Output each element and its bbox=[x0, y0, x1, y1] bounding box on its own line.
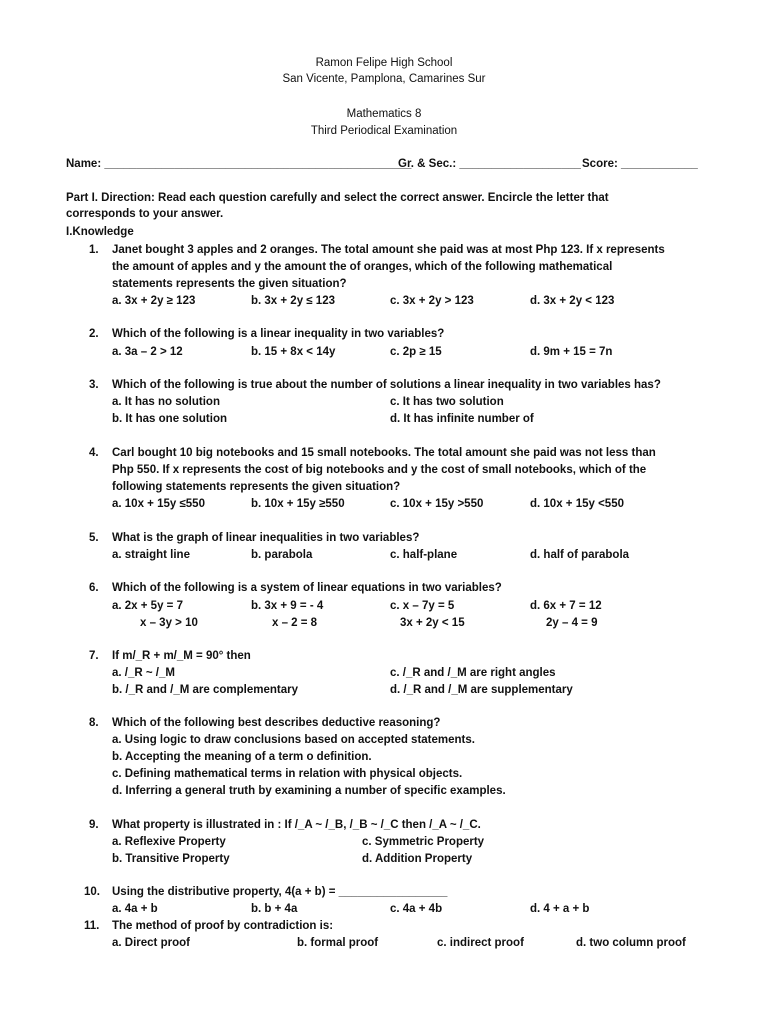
option-d: d. 4 + a + b bbox=[530, 903, 590, 915]
school-name: Ramon Felipe High School bbox=[315, 57, 453, 69]
question-text: Using the distributive property, 4(a + b) = _________________ bbox=[112, 886, 448, 898]
question-text: Carl bought 10 big notebooks and 15 small notebooks. The total amount she paid was not less than bbox=[112, 447, 656, 459]
directions-line-2: corresponds to your answer. bbox=[66, 208, 224, 220]
question-text: Which of the following is true about the number of solutions a linear inequality in two variables has? bbox=[112, 379, 661, 391]
question-number: 9. bbox=[89, 819, 99, 831]
question-text: The method of proof by contradiction is: bbox=[112, 920, 334, 932]
option-d: d. 10x + 15y <550 bbox=[530, 498, 624, 510]
subject-title: Mathematics 8 bbox=[346, 108, 422, 120]
option-b: b. It has one solution bbox=[112, 413, 227, 425]
exam-title: Third Periodical Examination bbox=[310, 125, 458, 137]
option-c: c. It has two solution bbox=[390, 396, 504, 408]
option-b: b. /_R and /_M are complementary bbox=[112, 684, 298, 696]
option-b-line-2: x – 2 = 8 bbox=[272, 617, 318, 629]
option-d: d. 9m + 15 = 7n bbox=[530, 346, 613, 358]
option-b: b. 3x + 9 = - 4 bbox=[251, 600, 324, 612]
option-b: b. Transitive Property bbox=[112, 853, 230, 865]
option-a: a. 10x + 15y ≤550 bbox=[112, 498, 205, 510]
option-d: d. 6x + 7 = 12 bbox=[530, 600, 602, 612]
question-number: 4. bbox=[89, 447, 99, 459]
option-a: a. straight line bbox=[112, 549, 190, 561]
option-a: a. It has no solution bbox=[112, 396, 220, 408]
option-a: a. 4a + b bbox=[112, 903, 158, 915]
option-d: d. Inferring a general truth by examining a number of specific examples. bbox=[112, 785, 506, 797]
option-b: b. 15 + 8x < 14y bbox=[251, 346, 336, 358]
option-c: c. 4a + 4b bbox=[390, 903, 443, 915]
option-c: c. Symmetric Property bbox=[362, 836, 485, 848]
option-a: a. 3x + 2y ≥ 123 bbox=[112, 295, 196, 307]
question-text: statements represents the given situation? bbox=[112, 278, 347, 290]
question-text: Janet bought 3 apples and 2 oranges. The total amount she paid was at most Php 123. If x represents bbox=[112, 244, 665, 256]
question-number: 11. bbox=[84, 920, 100, 932]
option-d: d. It has infinite number of bbox=[390, 413, 534, 425]
grade-section-field: Gr. & Sec.: ___________________ bbox=[398, 158, 581, 170]
option-b: b. Accepting the meaning of a term o definition. bbox=[112, 751, 372, 763]
option-c: c. 2p ≥ 15 bbox=[390, 346, 442, 358]
question-text: the amount of apples and y the amount the of oranges, which of the following mathematical bbox=[112, 261, 613, 273]
question-number: 8. bbox=[89, 717, 99, 729]
question-text: following statements represents the given situation? bbox=[112, 481, 401, 493]
option-c: c. half-plane bbox=[390, 549, 458, 561]
question-text: Which of the following is a system of linear equations in two variables? bbox=[112, 582, 502, 594]
question-number: 1. bbox=[89, 244, 99, 256]
option-c: c. /_R and /_M are right angles bbox=[390, 667, 556, 679]
question-number: 3. bbox=[89, 379, 99, 391]
option-d-line-2: 2y – 4 = 9 bbox=[546, 617, 598, 629]
question-number: 10. bbox=[84, 886, 100, 898]
option-a: a. /_R ~ /_M bbox=[112, 667, 175, 679]
option-c: c. 3x + 2y > 123 bbox=[390, 295, 474, 307]
option-c: c. x – 7y = 5 bbox=[390, 600, 455, 612]
question-number: 7. bbox=[89, 650, 99, 662]
question-text: If m/_R + m/_M = 90° then bbox=[112, 650, 251, 662]
option-d: d. half of parabola bbox=[530, 549, 630, 561]
question-text: Which of the following is a linear inequality in two variables? bbox=[112, 328, 445, 340]
option-b: b. parabola bbox=[251, 549, 313, 561]
school-address: San Vicente, Pamplona, Camarines Sur bbox=[282, 73, 486, 85]
option-a: a. 2x + 5y = 7 bbox=[112, 600, 183, 612]
name-field: Name: ________________________________________________ bbox=[66, 158, 412, 170]
question-number: 5. bbox=[89, 532, 99, 544]
question-number: 6. bbox=[89, 582, 99, 594]
option-c-line-2: 3x + 2y < 15 bbox=[400, 617, 465, 629]
question-number: 2. bbox=[89, 328, 99, 340]
question-text: Php 550. If x represents the cost of big notebooks and y the cost of small notebooks, which of the bbox=[112, 464, 647, 476]
directions-line-1: Part I. Direction: Read each question carefully and select the correct answer. Encircle the letter that bbox=[66, 192, 609, 204]
option-b: b. b + 4a bbox=[251, 903, 298, 915]
option-d: d. two column proof bbox=[576, 937, 686, 949]
option-c: c. Defining mathematical terms in relation with physical objects. bbox=[112, 768, 463, 780]
option-d: d. Addition Property bbox=[362, 853, 473, 865]
question-text: What property is illustrated in : If /_A ~ /_B, /_B ~ /_C then /_A ~ /_C. bbox=[112, 819, 481, 831]
option-a: a. Reflexive Property bbox=[112, 836, 226, 848]
option-d: d. /_R and /_M are supplementary bbox=[390, 684, 573, 696]
option-a: a. Using logic to draw conclusions based on accepted statements. bbox=[112, 734, 475, 746]
option-b: b. formal proof bbox=[297, 937, 379, 949]
option-d: d. 3x + 2y < 123 bbox=[530, 295, 615, 307]
question-text: What is the graph of linear inequalities in two variables? bbox=[112, 532, 420, 544]
score-field: Score: ____________ bbox=[582, 158, 698, 170]
option-a: a. Direct proof bbox=[112, 937, 190, 949]
option-b: b. 10x + 15y ≥550 bbox=[251, 498, 345, 510]
option-c: c. 10x + 15y >550 bbox=[390, 498, 484, 510]
option-c: c. indirect proof bbox=[437, 937, 524, 949]
section-title: I.Knowledge bbox=[66, 226, 134, 238]
option-a-line-2: x – 3y > 10 bbox=[140, 617, 198, 629]
option-a: a. 3a – 2 > 12 bbox=[112, 346, 183, 358]
question-text: Which of the following best describes deductive reasoning? bbox=[112, 717, 441, 729]
option-b: b. 3x + 2y ≤ 123 bbox=[251, 295, 335, 307]
